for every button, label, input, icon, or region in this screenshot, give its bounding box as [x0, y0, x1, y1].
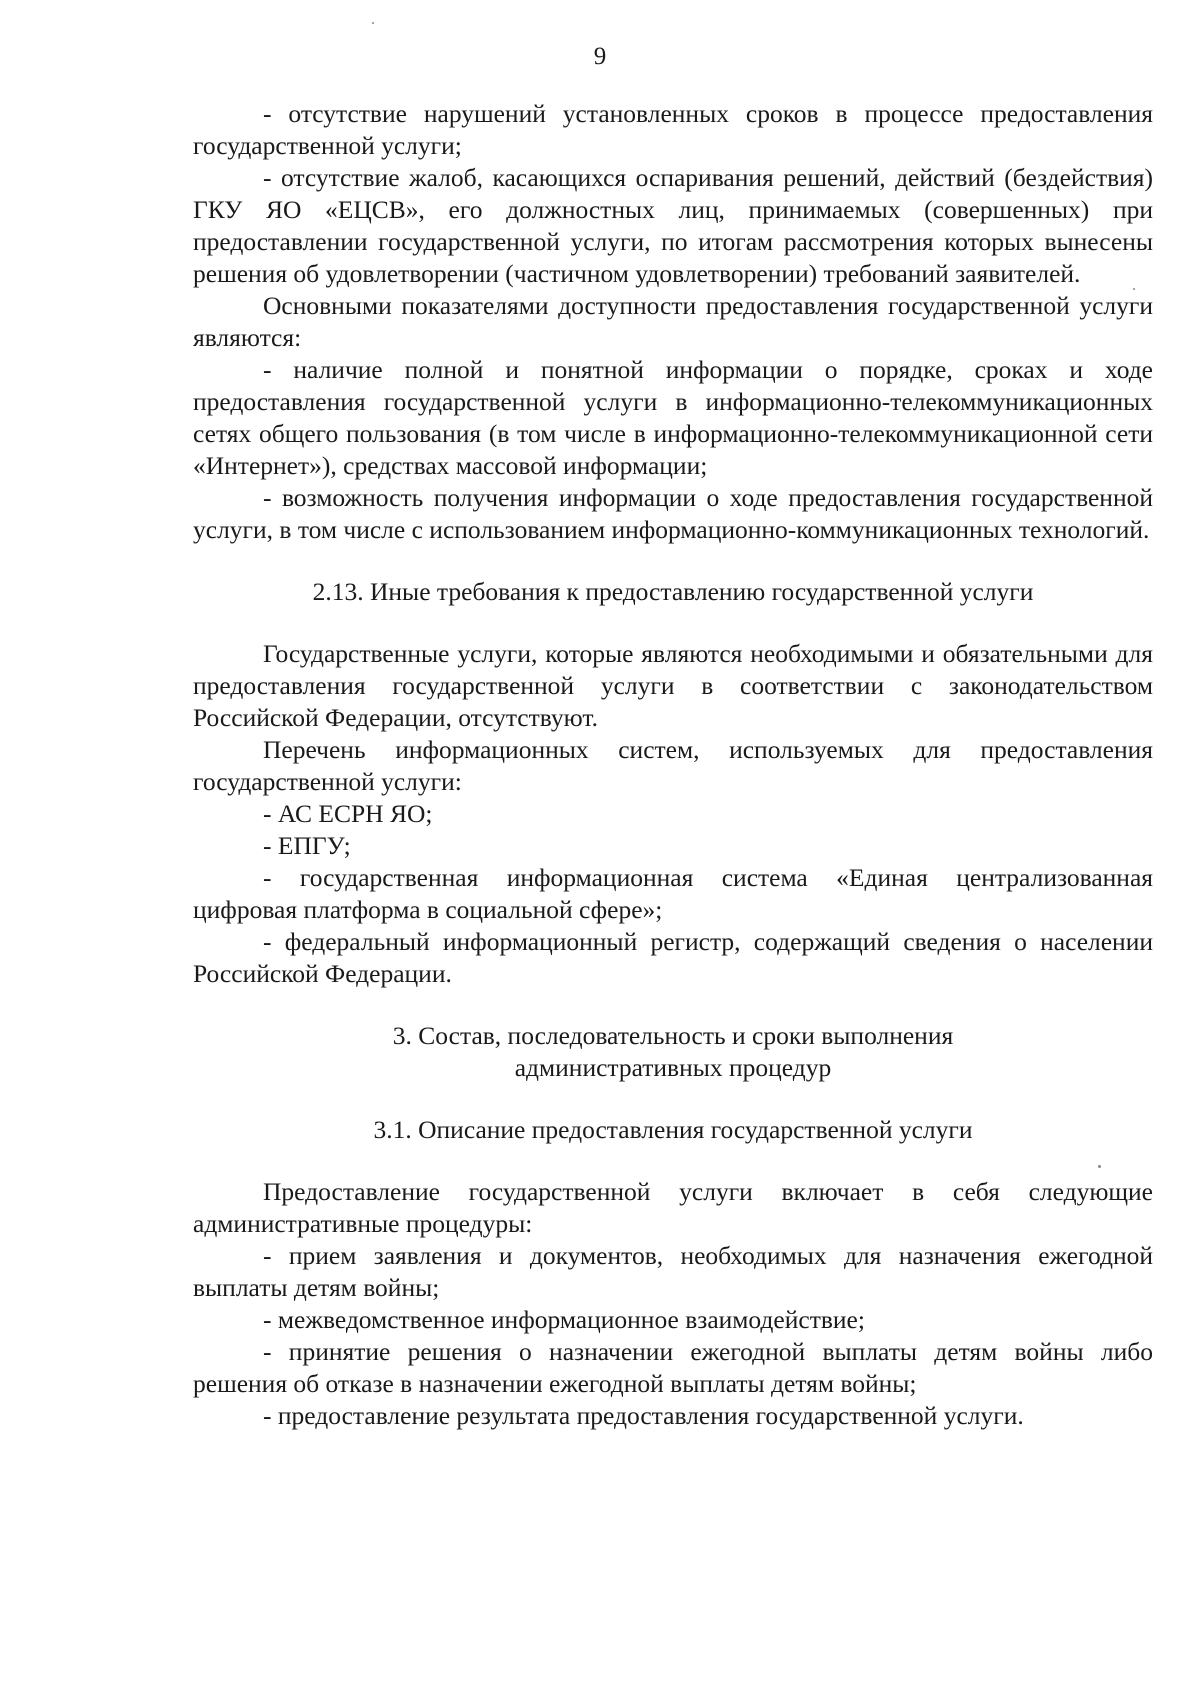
list-item-as-esrn: - АС ЕСРН ЯО;	[263, 799, 433, 828]
section-heading-3-1: 3.1. Описание предоставления государственной услуги	[373, 1115, 973, 1144]
section-heading-3-line2: административных процедур	[514, 1053, 832, 1082]
list-item-epgu: - ЕПГУ;	[263, 831, 351, 860]
section-heading-2-13: 2.13. Иные требования к предоставлению государственной услуги	[312, 577, 1034, 606]
document-body	[193, 98, 1153, 1432]
paragraph-required-services: Государственные услуги, которые являются необходимыми и обязательными для предоставления государственной услуги в соответствии с законодательством Российской Федерации, отсутствуют.	[193, 639, 1153, 732]
list-item-interagency-interaction: - межведомственное информационное взаимодействие;	[263, 1305, 865, 1334]
paragraph-progress-information: - возможность получения информации о ходе предоставления государственной услуги, в том числе с использованием информационно-коммуникационных технологий.	[193, 483, 1153, 544]
paragraph-no-complaints: - отсутствие жалоб, касающихся оспаривания решений, действий (бездействия) ГКУ ЯО «ЕЦСВ», его должностных лиц, принимаемых (совершенных) при предоставлении государственной услуги, по итогам рассмотрения которых вынесены решения об удовлетворении (частичном удовлетворении) требований заявителей.	[193, 163, 1153, 288]
paragraph-info-systems-intro: Перечень информационных систем, используемых для предоставления государственной услуги:	[193, 735, 1153, 796]
scan-speck	[1098, 1165, 1101, 1168]
paragraph-full-information: - наличие полной и понятной информации о порядке, сроках и ходе предоставления государственной услуги в информационно-телекоммуникационных сетях общего пользования (в том числе в информационно-телекоммуникационной сети «Интернет»), средствах массовой информации;	[193, 355, 1153, 480]
list-item-result-delivery: - предоставление результата предоставления государственной услуги.	[263, 1401, 1024, 1430]
scan-speck	[372, 22, 374, 24]
list-item-application-reception: - прием заявления и документов, необходимых для назначения ежегодной выплаты детям войны;	[193, 1241, 1153, 1302]
section-heading-3-line1: 3. Состав, последовательность и сроки выполнения	[392, 1021, 954, 1050]
scan-speck	[1133, 288, 1135, 290]
paragraph-procedures-intro: Предоставление государственной услуги включает в себя следующие административные процедуры:	[193, 1177, 1153, 1238]
paragraph-no-deadline-violations: - отсутствие нарушений установленных сроков в процессе предоставления государственной услуги;	[193, 99, 1153, 160]
list-item-state-info-system: - государственная информационная система «Единая централизованная цифровая платформа в социальной сфере»;	[193, 863, 1153, 924]
list-item-decision-making: - принятие решения о назначении ежегодной выплаты детям войны либо решения об отказе в назначении ежегодной выплаты детям войны;	[193, 1337, 1153, 1398]
page-number: 9	[593, 43, 607, 70]
list-item-federal-register: - федеральный информационный регистр, содержащий сведения о населении Российской Федерации.	[193, 927, 1153, 988]
paragraph-accessibility-indicators: Основными показателями доступности предоставления государственной услуги являются:	[193, 291, 1153, 352]
